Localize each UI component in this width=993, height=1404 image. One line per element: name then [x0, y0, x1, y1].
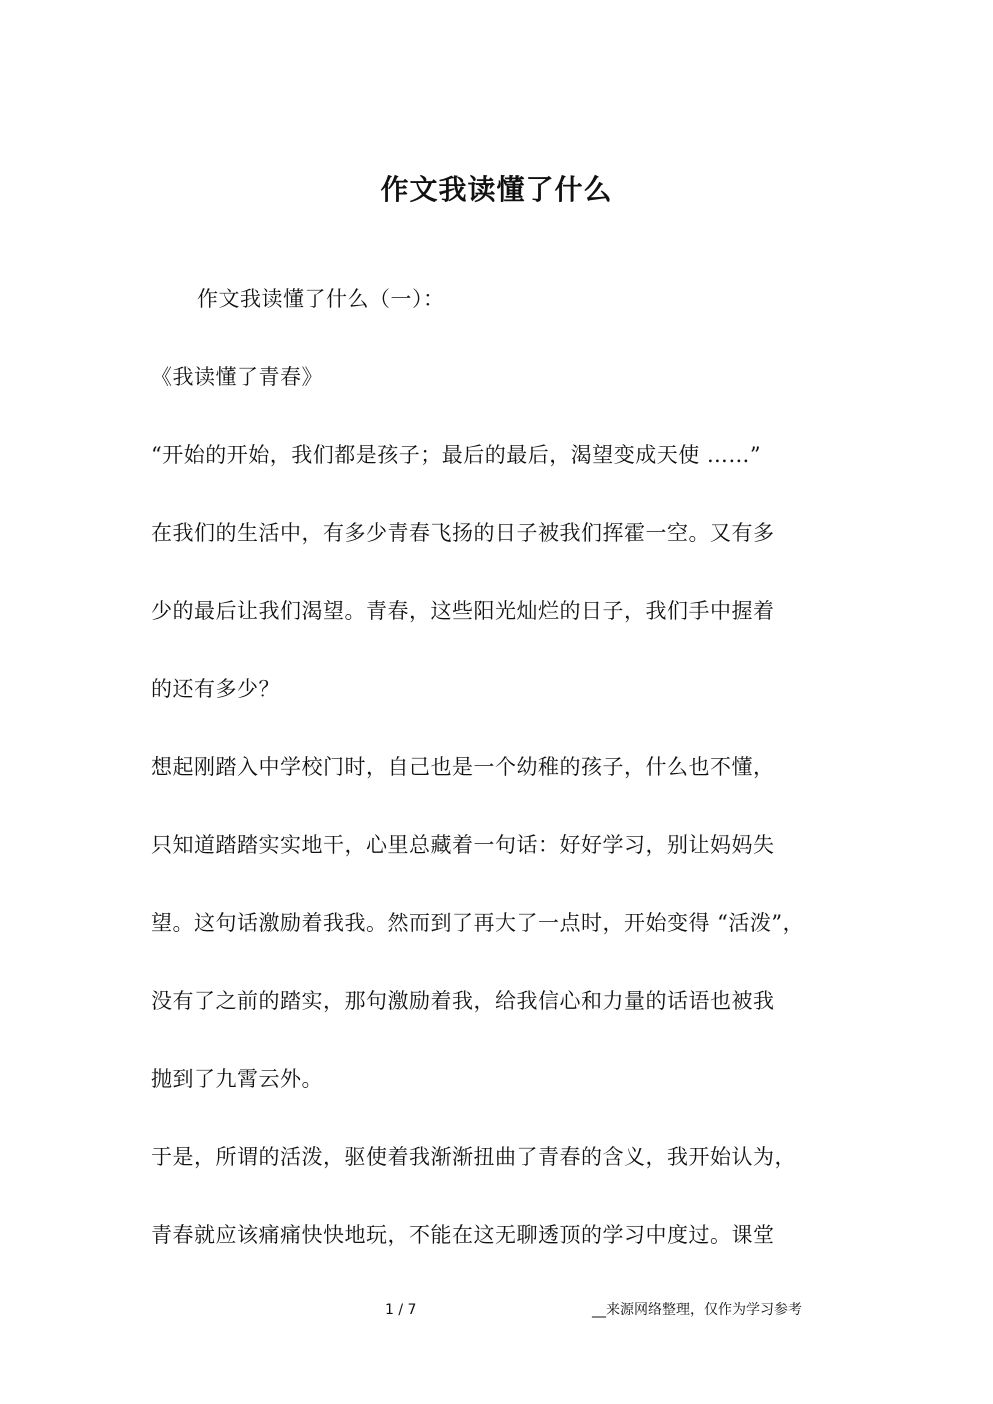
source-note: __来源网络整理，仅作为学习参考 — [592, 1302, 802, 1318]
subtitle-line: 《我读懂了青春》 — [151, 365, 323, 389]
page-number: 1 / 7 — [385, 1302, 417, 1318]
text-line: 的还有多少？ — [151, 677, 280, 701]
text-line: 只知道踏踏实实地干，心里总藏着一句话：好好学习，别让妈妈失 — [151, 833, 775, 857]
text-line: 想起刚踏入中学校门时，自己也是一个幼稚的孩子，什么也不懂， — [151, 755, 775, 779]
text-line: 没有了之前的踏实，那句激励着我，给我信心和力量的话语也被我 — [151, 989, 775, 1013]
text-line: 少的最后让我们渴望。青春，这些阳光灿烂的日子，我们手中握着 — [151, 599, 775, 623]
text-line: 于是，所谓的活泼，驱使着我渐渐扭曲了青春的含义，我开始认为， — [151, 1145, 796, 1169]
section-heading: 作文我读懂了什么（一）： — [197, 287, 445, 311]
document-title: 作文我读懂了什么 — [380, 173, 613, 206]
text-line: 青春就应该痛痛快快地玩，不能在这无聊透顶的学习中度过。课堂 — [151, 1223, 775, 1247]
text-line: 在我们的生活中，有多少青春飞扬的日子被我们挥霍一空。又有多 — [151, 521, 775, 545]
text-line: 望。这句话激励着我我。然而到了再大了一点时，开始变得 “活泼”， — [151, 911, 805, 935]
text-line: 抛到了九霄云外。 — [151, 1067, 323, 1091]
text-line: “开始的开始，我们都是孩子；最后的最后，渴望变成天使 ……” — [151, 443, 762, 467]
